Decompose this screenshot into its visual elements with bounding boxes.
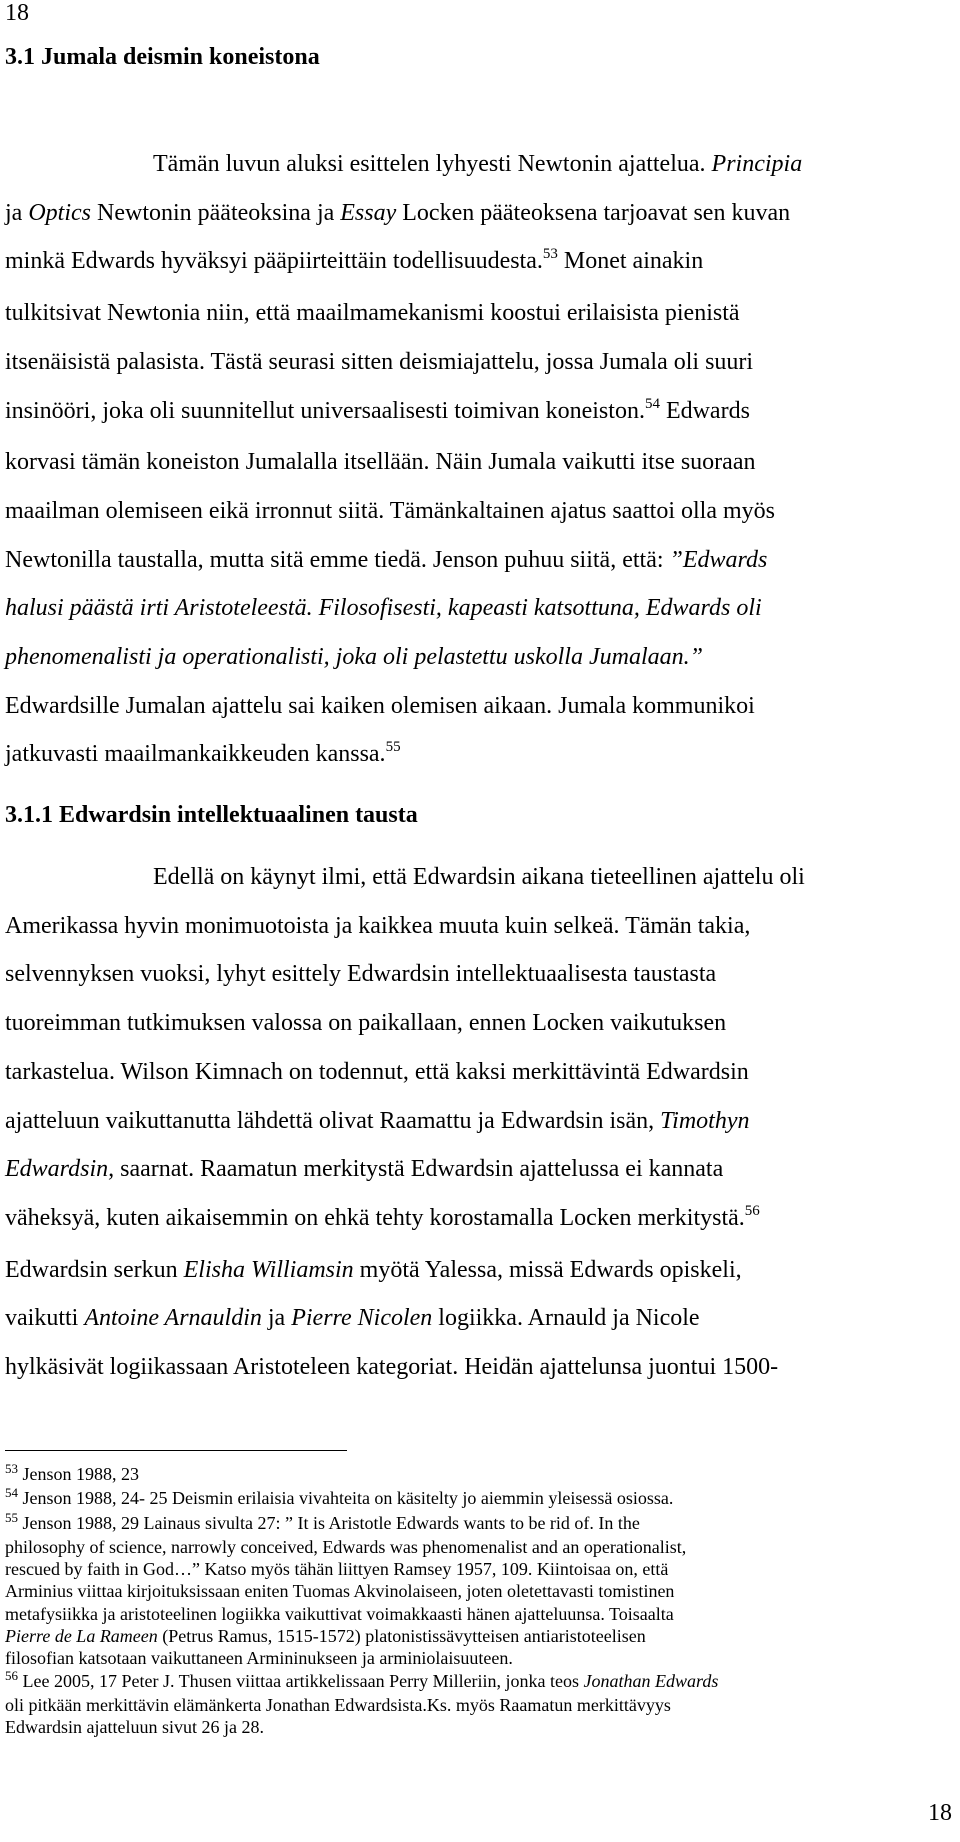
- text-line: korvasi tämän koneiston Jumalalla itsellään. Näin Jumala vaikutti itse suoraan: [5, 449, 756, 476]
- footnote-53: $^{53}$ Jenson 1988, 23: [5, 1461, 139, 1484]
- page-number-bottom: 18: [928, 1800, 952, 1826]
- text-line: selvennyksen vuoksi, lyhyt esittely Edwardsin intellektuaalisesta taustasta: [5, 961, 717, 988]
- text-line: Edwardsille Jumalan ajattelu sai kaiken olemisen aikaan. Jumala kommunikoi: [5, 692, 755, 719]
- footnote-55-line: metafysiikka ja aristoteelinen logiikka vaikuttivat voimakkaasti hänen ajatteluunsa. Toisaalta: [5, 1603, 674, 1624]
- paragraph-2: [5, 853, 925, 1392]
- footnote-55-line: filosofian katsotaan vaikuttaneen Armininukseen ja arminiolaisuuteen.: [5, 1648, 513, 1669]
- section-heading: 3.1 Jumala deismin koneistona: [5, 44, 320, 70]
- footnote-55: $^{55}$ Jenson 1988, 29 Lainaus sivulta 27: ” It is Aristotle Edwards wants to be rid of. In the: [5, 1509, 640, 1533]
- footnote-ref[interactable]: 56: [744, 1202, 760, 1219]
- footnote-54: $^{54}$ Jenson 1988, 24- 25 Deismin erilaisia vivahteita on käsitelty jo aiemmin yleisessä osiossa.: [5, 1485, 674, 1509]
- text-line: tuoreimman tutkimuksen valossa on paikallaan, ennen Locken vaikutuksen: [5, 1010, 727, 1037]
- page-number-top: 18: [5, 0, 29, 26]
- text-line: Newtonilla taustalla, mutta sitä emme tiedä. Jenson puhuu siitä, että: ”Edwards: [5, 546, 768, 573]
- footnotes: [5, 1463, 945, 1739]
- text-line: maailman olemiseen eikä irronnut siitä. Tämänkaltainen ajatus saattoi olla myös: [5, 497, 776, 524]
- footnote-56: $^{56}$ Lee 2005, 17 Peter J. Thusen viittaa artikkelissaan Perry Milleriin, jonka teos Jonathan Edwards: [5, 1667, 719, 1691]
- text-line: insinööri, joka oli suunnitellut universaalisesti toimivan koneiston.$^{54}$ Edwards: [5, 395, 750, 424]
- text-line: jatkuvasti maailmankaikkeuden kanssa.$^{55}$: [5, 739, 401, 768]
- text-line: tulkitsivat Newtonia niin, että maailmamekanismi koostui erilaisista pienistä: [5, 300, 740, 327]
- text-line: itsenäisistä palasista. Tästä seurasi sitten deismiajattelu, jossa Jumala oli suuri: [5, 348, 754, 375]
- footnote-55-line: philosophy of science, narrowly conceived, Edwards was phenomenalist and an operationalist,: [5, 1536, 687, 1557]
- footnote-separator: [5, 1450, 347, 1451]
- text-line: Edellä on käynyt ilmi, että Edwardsin aikana tieteellinen ajattelu oli: [153, 864, 805, 890]
- footnote-55-line: rescued by faith in God…” Katso myös tähän liittyen Ramsey 1957, 109. Kiintoisaa on, että: [5, 1559, 669, 1580]
- footnote-55-line: Arminius viittaa kirjoituksissaan eniten Tuomas Akvinolaiseen, joten oletettavasti tomistinen: [5, 1581, 675, 1602]
- text-line: halusi päästä irti Aristoteleestä. Filosofisesti, kapeasti katsottuna, Edwards oli: [5, 595, 762, 622]
- footnote-ref[interactable]: 55: [385, 739, 401, 756]
- text-line: minkä Edwards hyväksyi pääpiirteittäin todellisuudesta.$^{53}$ Monet ainakin: [5, 246, 704, 275]
- text-line: vaikutti Antoine Arnauldin ja Pierre Nicolen logiikka. Arnauld ja Nicole: [5, 1305, 700, 1332]
- text-line: Edwardsin serkun Elisha Williamsin myötä Yalessa, missä Edwards opiskeli,: [5, 1256, 742, 1283]
- text-line: Amerikassa hyvin monimuotoista ja kaikkea muuta kuin selkeä. Tämän takia,: [5, 912, 751, 939]
- paragraph-1: [5, 140, 925, 782]
- text-line: ja Optics Newtonin pääteoksina ja Essay Locken pääteoksena tarjoavat sen kuvan: [5, 199, 791, 226]
- text-line: tarkastelua. Wilson Kimnach on todennut, että kaksi merkittävintä Edwardsin: [5, 1058, 749, 1085]
- text-line: Tämän luvun aluksi esittelen lyhyesti Newtonin ajattelua. Principia: [153, 151, 803, 177]
- footnote-56-line: oli pitkään merkittävin elämänkerta Jonathan Edwardsista.Ks. myös Raamatun merkittävyys: [5, 1694, 671, 1715]
- text-line: Edwardsin, saarnat. Raamatun merkitystä Edwardsin ajattelussa ei kannata: [5, 1156, 724, 1183]
- footnote-56-line: Edwardsin ajatteluun sivut 26 ja 28.: [5, 1717, 264, 1738]
- footnote-55-line: Pierre de La Rameen (Petrus Ramus, 1515-1572) platonistissävytteisen antiaristoteelisen: [5, 1626, 646, 1647]
- text-line: ajatteluun vaikuttanutta lähdettä olivat Raamattu ja Edwardsin isän, Timothyn: [5, 1107, 750, 1134]
- footnote-ref[interactable]: 54: [644, 395, 660, 412]
- text-line: väheksyä, kuten aikaisemmin on ehkä tehty korostamalla Locken merkitystä.$^{56}$: [5, 1202, 760, 1231]
- text-line: phenomenalisti ja operationalisti, joka oli pelastettu uskolla Jumalaan.”: [5, 644, 703, 671]
- text-line: hylkäsivät logiikassaan Aristoteleen kategoriat. Heidän ajattelunsa juontui 1500-: [5, 1354, 779, 1381]
- footnote-ref[interactable]: 53: [542, 246, 558, 263]
- subsection-heading: 3.1.1 Edwardsin intellektuaalinen tausta: [5, 802, 418, 828]
